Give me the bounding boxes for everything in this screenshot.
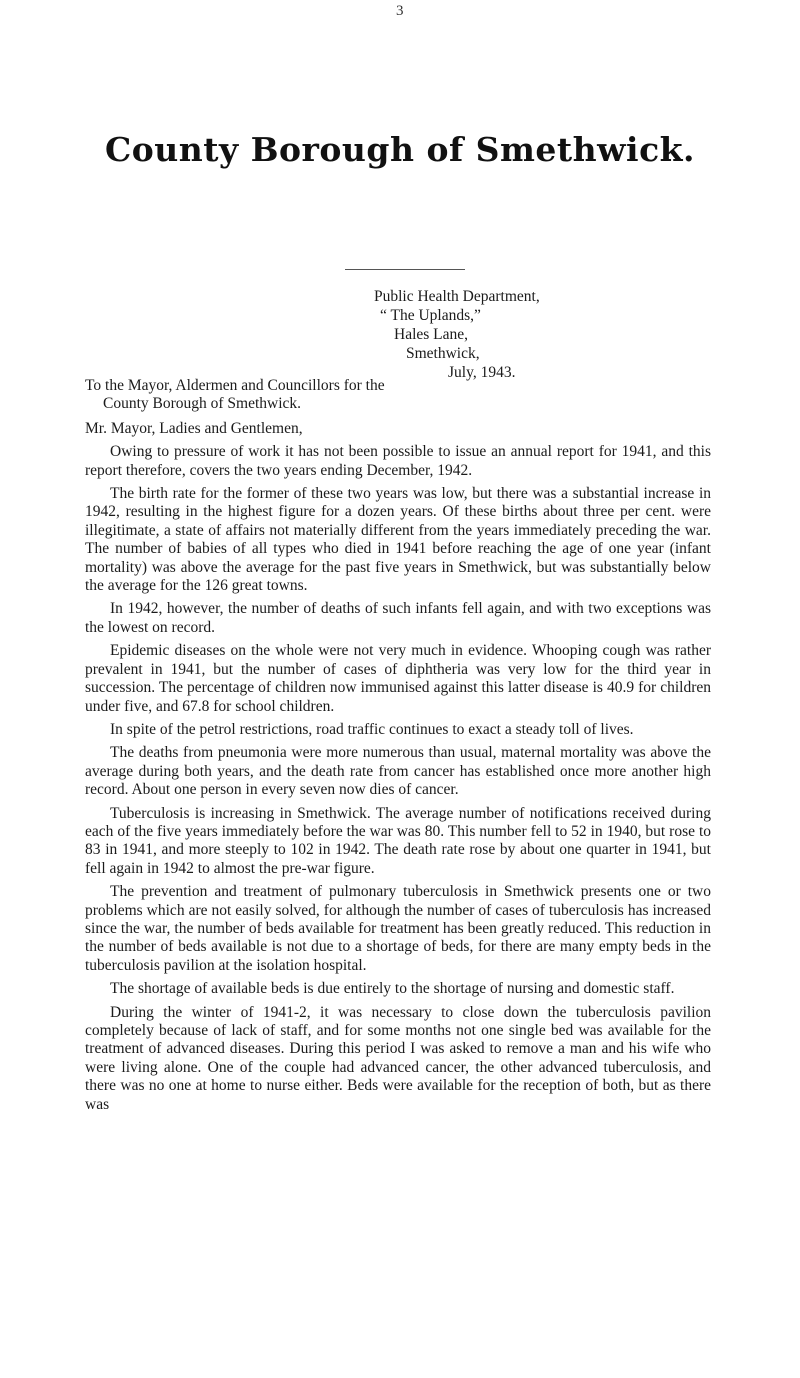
department-address [374,287,580,382]
paragraph-epidemic-diseases: Epidemic diseases on the whole were not very much in evidence. Whooping cough was rather prevalent in 1941, but the number of cases of diphtheria was very low for the third year in succession. The percentage of children now immunised against this latter disease is 40.9 for children under five, and 67.8 for school children. [85,642,711,715]
paragraph-birth-rate: The birth rate for the former of these two years was low, but there was a substantial increase in 1942, resulting in the highest figure for a dozen years. Of these births about three per cent. were illegitimate, a state of affairs not materially different from the years immediately preceding the war. The number of babies of all types who died in 1941 before reaching the age of one year (infant mortality) was above the average for the past five years in Smethwick, but was substantially below the average for the 126 great towns. [85,485,711,595]
salutation-line-2: County Borough of Smethwick. [103,395,302,413]
paragraph-road-traffic: In spite of the petrol restrictions, road traffic continues to exact a steady toll of lives. [110,720,634,738]
address-line-building: “ The Uplands,” [380,307,481,324]
masthead-title: County Borough of Smethwick. [104,130,696,169]
paragraph-staff-shortage: The shortage of available beds is due entirely to the shortage of nursing and domestic staff. [110,980,675,998]
paragraph-winter-closure: During the winter of 1941-2, it was necessary to close down the tuberculosis pavilion completely because of lack of staff, and for some months not one single bed was available for the treatment of advanced diseases. During this period I was asked to remove a man and his wife who were living alone. One of the couple had advanced cancer, the other advanced tuberculosis, and there was no one at home to nurse either. Beds were available for the reception of both, but as there was [85,1003,711,1113]
salutation-line-1: To the Mayor, Aldermen and Councillors for the [85,377,385,394]
paragraph-report-period: Owing to pressure of work it has not been possible to issue an annual report for 1941, and this report therefore, covers the two years ending December, 1942. [85,443,711,479]
page-number: 3 [396,3,404,19]
report-body [85,377,711,1119]
greeting: Mr. Mayor, Ladies and Gentlemen, [85,419,303,437]
paragraph-tuberculosis-beds: The prevention and treatment of pulmonary tuberculosis in Smethwick presents one or two problems which are not easily solved, for although the number of cases of tuberculosis has increased since the war, the number of beds available for treatment has been greatly reduced. This reduction in the number of beds available is not due to a shortage of beds, for there are many empty beds in the tuberculosis pavilion at the isolation hospital. [85,883,711,974]
paragraph-tuberculosis-increase: Tuberculosis is increasing in Smethwick. The average number of notifications received during each of the five years immediately before the war was 80. This number fell to 52 in 1940, but rose to 83 in 1941, and more steeply to 102 in 1942. The death rate rose by about one quarter in 1941, but fell again in 1942 to almost the pre-war figure. [85,804,711,877]
address-line-date: July, 1943. [448,364,516,381]
paragraph-infant-deaths: In 1942, however, the number of deaths of such infants fell again, and with two exceptions was the lowest on record. [85,600,711,636]
address-line-street: Hales Lane, [394,326,469,343]
address-line-department: Public Health Department, [374,288,540,305]
paragraph-pneumonia-cancer: The deaths from pneumonia were more numerous than usual, maternal mortality was above the average during both years, and the death rate from cancer has established once more another high record. About one person in every seven now dies of cancer. [85,744,711,799]
address-line-town: Smethwick, [406,345,480,362]
title-divider [345,269,465,270]
